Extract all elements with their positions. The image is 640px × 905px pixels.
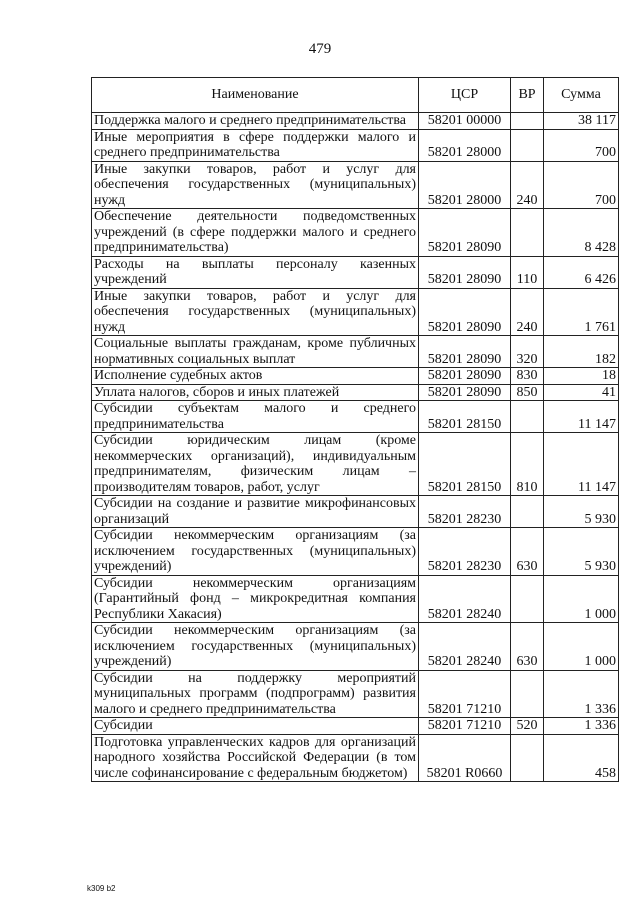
footer-code: k309 b2 xyxy=(87,884,116,893)
row-code: 58201 28150 xyxy=(419,401,511,433)
row-sum: 1 761 xyxy=(544,288,619,336)
row-sum: 182 xyxy=(544,336,619,368)
row-name: Социальные выплаты гражданам, кроме публичных нормативных социальных выплат xyxy=(92,336,419,368)
row-name: Исполнение судебных актов xyxy=(92,368,419,385)
row-code: 58201 28090 xyxy=(419,209,511,257)
row-code: 58201 28240 xyxy=(419,575,511,623)
row-vr xyxy=(511,209,544,257)
row-vr xyxy=(511,496,544,528)
table-row xyxy=(92,670,619,718)
row-name: Обеспечение деятельности подведомственных учреждений (в сфере поддержки малого и среднего предпринимательства) xyxy=(92,209,419,257)
table-row xyxy=(92,288,619,336)
table-row xyxy=(92,161,619,209)
row-vr: 850 xyxy=(511,384,544,401)
row-name: Иные закупки товаров, работ и услуг для обеспечения государственных (муниципальных) нужд xyxy=(92,288,419,336)
row-name: Субсидии на создание и развитие микрофинансовых организаций xyxy=(92,496,419,528)
row-sum: 38 117 xyxy=(544,113,619,130)
row-name: Субсидии субъектам малого и среднего предпринимательства xyxy=(92,401,419,433)
row-name: Субсидии некоммерческим организациям (Гарантийный фонд – микрокредитная компания Республики Хакасия) xyxy=(92,575,419,623)
row-vr: 630 xyxy=(511,528,544,576)
row-name: Подготовка управленческих кадров для организаций народного хозяйства Российской Федерации (в том числе софинансирование с федеральным бюджетом) xyxy=(92,734,419,782)
row-code: 58201 28090 xyxy=(419,256,511,288)
row-name: Уплата налогов, сборов и иных платежей xyxy=(92,384,419,401)
header-vr: ВР xyxy=(511,78,544,113)
row-name: Иные закупки товаров, работ и услуг для обеспечения государственных (муниципальных) нужд xyxy=(92,161,419,209)
page-number: 479 xyxy=(308,41,332,57)
row-vr xyxy=(511,401,544,433)
row-vr xyxy=(511,670,544,718)
table-row xyxy=(92,401,619,433)
table-row xyxy=(92,433,619,496)
row-name: Поддержка малого и среднего предпринимательства xyxy=(92,113,419,130)
row-code: 58201 28090 xyxy=(419,336,511,368)
table-row xyxy=(92,336,619,368)
row-vr: 110 xyxy=(511,256,544,288)
row-code: 58201 28230 xyxy=(419,528,511,576)
row-sum: 5 930 xyxy=(544,528,619,576)
row-sum: 1 000 xyxy=(544,575,619,623)
row-sum: 18 xyxy=(544,368,619,385)
row-code: 58201 28230 xyxy=(419,496,511,528)
row-name: Субсидии некоммерческим организациям (за исключением государственных (муниципальных) учреждений) xyxy=(92,623,419,671)
header-sum: Сумма xyxy=(544,78,619,113)
row-code: 58201 28150 xyxy=(419,433,511,496)
row-code: 58201 R0660 xyxy=(419,734,511,782)
row-name: Субсидии юридическим лицам (кроме некоммерческих организаций), индивидуальным предпринимателям, физическим лицам – производителям товаров, работ, услуг xyxy=(92,433,419,496)
row-vr: 810 xyxy=(511,433,544,496)
table-row xyxy=(92,734,619,782)
table-row xyxy=(92,368,619,385)
row-code: 58201 28000 xyxy=(419,161,511,209)
table-row xyxy=(92,209,619,257)
row-sum: 1 336 xyxy=(544,718,619,735)
budget-table xyxy=(91,77,619,782)
row-vr: 240 xyxy=(511,161,544,209)
row-sum: 8 428 xyxy=(544,209,619,257)
row-code: 58201 28090 xyxy=(419,368,511,385)
row-sum: 458 xyxy=(544,734,619,782)
row-sum: 1 336 xyxy=(544,670,619,718)
table-row xyxy=(92,113,619,130)
row-vr: 320 xyxy=(511,336,544,368)
header-name: Наименование xyxy=(92,78,419,113)
table-row xyxy=(92,496,619,528)
table-row xyxy=(92,129,619,161)
row-vr xyxy=(511,734,544,782)
table-row xyxy=(92,623,619,671)
row-name: Иные мероприятия в сфере поддержки малого и среднего предпринимательства xyxy=(92,129,419,161)
table-row xyxy=(92,575,619,623)
row-vr xyxy=(511,129,544,161)
table-row xyxy=(92,384,619,401)
row-vr: 630 xyxy=(511,623,544,671)
row-vr xyxy=(511,575,544,623)
row-vr: 520 xyxy=(511,718,544,735)
header-code: ЦСР xyxy=(419,78,511,113)
row-sum: 6 426 xyxy=(544,256,619,288)
row-vr: 240 xyxy=(511,288,544,336)
row-vr: 830 xyxy=(511,368,544,385)
row-sum: 41 xyxy=(544,384,619,401)
row-sum: 700 xyxy=(544,129,619,161)
row-vr xyxy=(511,113,544,130)
row-sum: 11 147 xyxy=(544,433,619,496)
row-name: Расходы на выплаты персоналу казенных учреждений xyxy=(92,256,419,288)
row-name: Субсидии xyxy=(92,718,419,735)
row-sum: 700 xyxy=(544,161,619,209)
row-code: 58201 00000 xyxy=(419,113,511,130)
row-name: Субсидии на поддержку мероприятий муниципальных программ (подпрограмм) развития малого и среднего предпринимательства xyxy=(92,670,419,718)
row-code: 58201 71210 xyxy=(419,670,511,718)
table-row xyxy=(92,718,619,735)
table-row xyxy=(92,528,619,576)
row-sum: 1 000 xyxy=(544,623,619,671)
row-sum: 5 930 xyxy=(544,496,619,528)
row-code: 58201 28090 xyxy=(419,384,511,401)
table-header-row xyxy=(92,78,619,113)
row-name: Субсидии некоммерческим организациям (за исключением государственных (муниципальных) учреждений) xyxy=(92,528,419,576)
row-sum: 11 147 xyxy=(544,401,619,433)
row-code: 58201 71210 xyxy=(419,718,511,735)
row-code: 58201 28000 xyxy=(419,129,511,161)
row-code: 58201 28240 xyxy=(419,623,511,671)
row-code: 58201 28090 xyxy=(419,288,511,336)
table-row xyxy=(92,256,619,288)
